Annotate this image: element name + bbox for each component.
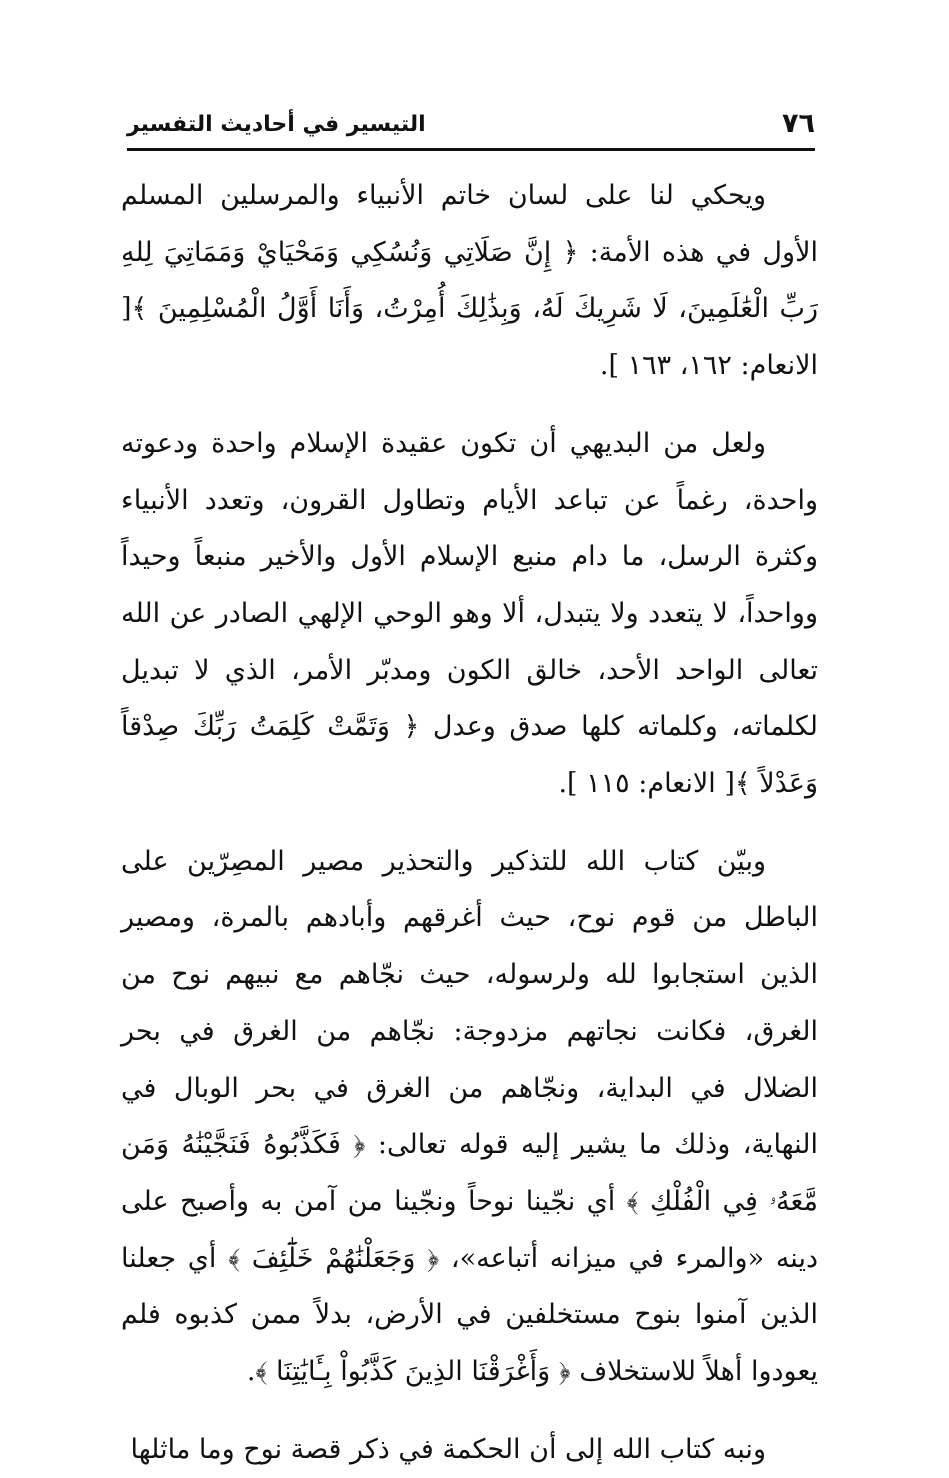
paragraph-2: ولعل من البديهي أن تكون عقيدة الإسلام واحدة ودعوته واحدة، رغماً عن تباعد الأيام وتطاول القرون، وتعدد الأنبياء وكثرة الرسل، ما دام منبع الإسلام الأول والأخير منبعاً وحيداً وواحداً، لا يتعدد ولا يتبدل، ألا وهو الوحي الإلهي الصادر عن الله تعالى الواحد الأحد، خالق الكون ومدبّر الأمر، الذي لا تبديل لكلماته، وكلماته كلها صدق وعدل ﴿ وَتَمَّتْ كَلِمَتُ رَبِّكَ صِدْقاً وَعَدْلاً ﴾[ الانعام: ١١٥ ]. bbox=[121, 427, 818, 800]
page-number: ٧٦ bbox=[782, 108, 815, 139]
running-title: التيسير في أحاديث التفسير bbox=[127, 112, 426, 137]
header-rule bbox=[127, 148, 815, 151]
page-header bbox=[127, 106, 815, 152]
paragraph-4: ونبه كتاب الله إلى أن الحكمة في ذكر قصة نوح وما ماثلها bbox=[130, 1433, 766, 1465]
paragraph-3: وبيّن كتاب الله للتذكير والتحذير مصير المصِرّين على الباطل من قوم نوح، حيث أغرقهم وأبادهم بالمرة، ومصير الذين استجابوا لله ولرسوله، حيث نجّاهم مع نبيهم نوح من الغرق، فكانت نجاتهم مزدوجة: نجّاهم من الغرق في بحر الضلال في البداية، ونجّاهم من الغرق في بحر الوبال في النهاية، وذلك ما يشير إليه قوله تعالى: ﴿ فَكَذَّبُوهُ فَنَجَّيْنَٰهُ وَمَن مَّعَهُۥ فِي الْفُلْكِ ﴾ أي نجّينا نوحاً ونجّينا من آمن به وأصبح على دينه «والمرء في ميزانه أتباعه»، ﴿ وَجَعَلْنَٰهُمْ خَلَٰٓئِفَ ﴾ أي جعلنا الذين آمنوا بنوح مستخلفين في الأرض، بدلاً ممن كذبوه فلم يعودوا أهلاً للاستخلاف ﴿ وَأَغْرَقْنَا الذِينَ كَذَّبُواْ بِـَٔايَٰتِنَا ﴾. bbox=[121, 845, 818, 1388]
body-text bbox=[121, 168, 818, 1478]
paragraph-1: ويحكي لنا على لسان خاتم الأنبياء والمرسلين المسلم الأول في هذه الأمة: ﴿ إِنَّ صَلَاتِي وَنُسُكِي وَمَحْيَايْ وَمَمَاتِيَ لِلهِ رَبِّ الْعَٰلَمِينَ، لَا شَرِيكَ لَهُ، وَبِذَٰلِكَ أُمِرْتُ، وَأَنَا أَوَّلُ الْمُسْلِمِينَ ﴾[ الانعام: ١٦٢، ١٦٣ ]. bbox=[121, 180, 818, 382]
